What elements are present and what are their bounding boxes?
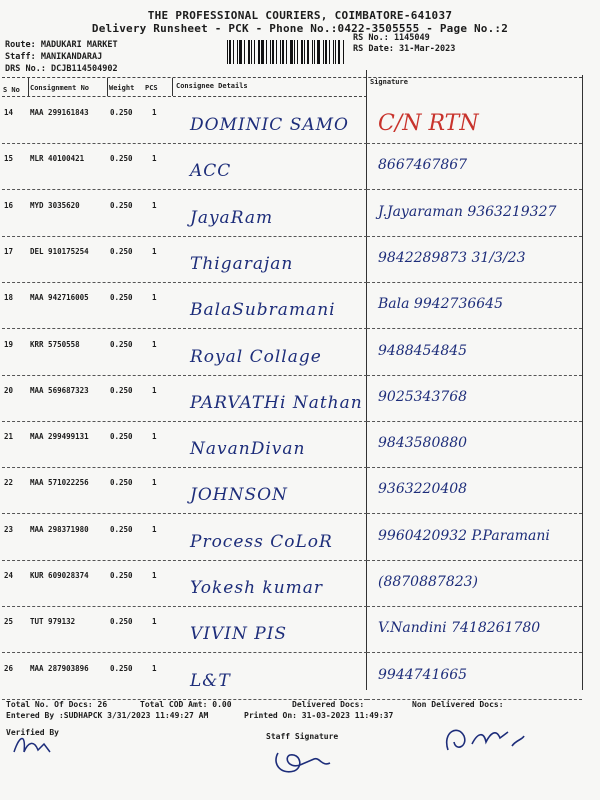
barcode-bar — [229, 40, 231, 64]
barcode-bar — [325, 40, 327, 64]
row-separator — [2, 421, 367, 422]
barcode-bar — [237, 40, 238, 64]
row-separator — [367, 189, 582, 190]
row-pcs: 1 — [152, 154, 157, 163]
delivered-docs: Delivered Docs: — [292, 700, 365, 709]
rs-number: RS No.: 1145049 — [353, 33, 430, 43]
printed-on: Printed On: 31-03-2023 11:49:37 — [244, 711, 394, 720]
barcode-bar — [297, 40, 298, 64]
barcode-bar — [270, 40, 271, 64]
barcode-bar — [282, 40, 284, 64]
row-weight: 0.250 — [110, 386, 133, 395]
row-pcs: 1 — [152, 293, 157, 302]
col-header-signature: Signature — [370, 78, 408, 86]
row-separator — [367, 513, 582, 514]
row-pcs: 1 — [152, 340, 157, 349]
barcode-bar — [307, 40, 309, 64]
staff-signature — [270, 745, 340, 785]
barcode-bar — [261, 40, 264, 64]
row-weight: 0.250 — [110, 571, 133, 580]
row-consignee: Thigarajan — [190, 254, 294, 274]
row-consignment: DEL 910175254 — [30, 247, 89, 256]
row-separator — [2, 375, 367, 376]
col-divider — [107, 78, 108, 96]
row-consignment: MAA 571022256 — [30, 478, 89, 487]
barcode-bar — [244, 40, 245, 64]
non-delivered-docs: Non Delivered Docs: — [412, 700, 504, 709]
row-separator — [2, 606, 367, 607]
row-consignee: VIVIN PIS — [190, 624, 288, 644]
row-sno: 24 — [4, 571, 14, 580]
barcode-bar — [301, 40, 303, 64]
row-consignee: JOHNSON — [190, 485, 288, 505]
row-consignee: Process CoLoR — [190, 532, 333, 552]
barcode-bar — [248, 40, 250, 64]
row-separator — [2, 513, 367, 514]
row-sno: 23 — [4, 525, 14, 534]
row-sno: 22 — [4, 478, 14, 487]
col-header-weight: Weight — [109, 84, 135, 92]
col-header-pcs: PCS — [145, 84, 158, 92]
row-separator — [2, 328, 367, 329]
total-cod: Total COD Amt: 0.00 — [140, 700, 232, 709]
row-sno: 16 — [4, 201, 14, 210]
row-separator — [367, 282, 582, 283]
barcode-bar — [290, 40, 293, 64]
entered-by: Entered By :SUDHAPCK 3/31/2023 11:49:27 AM — [6, 711, 209, 720]
row-signature: 9843580880 — [378, 435, 468, 451]
row-consignee: L&T — [190, 671, 231, 691]
row-separator — [367, 143, 582, 144]
col-header-sno: S No — [3, 86, 20, 94]
row-pcs: 1 — [152, 617, 157, 626]
barcode-bar — [266, 40, 267, 64]
row-sno: 14 — [4, 108, 14, 117]
row-signature: 9944741665 — [378, 667, 468, 683]
row-sno: 21 — [4, 432, 14, 441]
row-weight: 0.250 — [110, 108, 133, 117]
row-consignment: MAA 287903896 — [30, 664, 89, 673]
row-sno: 26 — [4, 664, 14, 673]
header-bottom-rule — [2, 96, 367, 97]
staff-label: Staff: MANIKANDARAJ — [5, 52, 103, 62]
row-signature: C/N RTN — [378, 111, 479, 136]
row-separator — [367, 560, 582, 561]
row-sno: 18 — [4, 293, 14, 302]
row-sno: 20 — [4, 386, 14, 395]
row-pcs: 1 — [152, 247, 157, 256]
barcode-bar — [329, 40, 330, 64]
row-consignee: BalaSubramani — [190, 300, 336, 320]
row-weight: 0.250 — [110, 340, 133, 349]
row-separator — [367, 236, 582, 237]
row-signature: Bala 9942736645 — [378, 296, 503, 312]
row-consignment: MAA 299499131 — [30, 432, 89, 441]
table-top-rule — [2, 77, 582, 78]
row-signature: 9488454845 — [378, 343, 468, 359]
row-pcs: 1 — [152, 201, 157, 210]
barcode-bar — [294, 40, 295, 64]
barcode-bar — [317, 40, 320, 64]
row-signature: 9960420932 P.Paramani — [378, 528, 550, 544]
rs-date: RS Date: 31-Mar-2023 — [353, 44, 456, 54]
row-weight: 0.250 — [110, 293, 133, 302]
barcode-bar — [251, 40, 252, 64]
row-consignment: KUR 609028374 — [30, 571, 89, 580]
row-consignment: MAA 298371980 — [30, 525, 89, 534]
row-separator — [2, 652, 367, 653]
row-pcs: 1 — [152, 478, 157, 487]
row-consignee: DOMINIC SAMO — [190, 115, 349, 135]
row-pcs: 1 — [152, 571, 157, 580]
barcode-bar — [304, 40, 305, 64]
verifier-signature — [10, 732, 60, 760]
row-weight: 0.250 — [110, 525, 133, 534]
row-consignment: MYD 3035620 — [30, 201, 80, 210]
runsheet-title: Delivery Runsheet - PCK - Phone No.:0422-3505555 - Page No.:2 — [91, 22, 509, 35]
row-pcs: 1 — [152, 386, 157, 395]
row-sno: 17 — [4, 247, 14, 256]
barcode-bar — [276, 40, 277, 64]
barcode-bar — [333, 40, 334, 64]
row-separator — [367, 421, 582, 422]
row-separator — [2, 189, 367, 190]
col-header-consignment: Consignment No — [30, 84, 90, 92]
row-consignment: MAA 942716005 — [30, 293, 89, 302]
row-signature: 9025343768 — [378, 389, 468, 405]
barcode-bar — [286, 40, 287, 64]
row-separator — [2, 236, 367, 237]
row-consignment: MAA 569687323 — [30, 386, 89, 395]
row-sno: 15 — [4, 154, 14, 163]
row-separator — [2, 467, 367, 468]
row-separator — [2, 282, 367, 283]
company-title: THE PROFESSIONAL COURIERS, COIMBATORE-641037 — [147, 9, 453, 22]
row-signature: J.Jayaraman 9363219327 — [378, 204, 557, 220]
col-header-details: Consignee Details — [176, 82, 248, 90]
barcode-bar — [338, 40, 340, 64]
verified-by-label: Verified By — [6, 728, 59, 737]
barcode-bar — [280, 40, 281, 64]
barcode — [227, 40, 347, 64]
row-consignee: NavanDivan — [190, 439, 306, 459]
barcode-bar — [314, 40, 315, 64]
staff-signature-label: Staff Signature — [266, 732, 339, 741]
row-pcs: 1 — [152, 664, 157, 673]
row-signature: 9842289873 31/3/23 — [378, 250, 526, 266]
barcode-bar — [239, 40, 242, 64]
barcode-bar — [272, 40, 274, 64]
row-weight: 0.250 — [110, 664, 133, 673]
authority-signature — [438, 722, 528, 758]
row-separator — [367, 652, 582, 653]
row-weight: 0.250 — [110, 478, 133, 487]
row-weight: 0.250 — [110, 432, 133, 441]
barcode-bar — [343, 40, 344, 64]
row-weight: 0.250 — [110, 201, 133, 210]
route-label: Route: MADUKARI MARKET — [5, 40, 118, 50]
row-weight: 0.250 — [110, 247, 133, 256]
row-consignment: MLR 40100421 — [30, 154, 85, 163]
col-divider — [28, 78, 29, 96]
barcode-bar — [254, 40, 255, 64]
row-consignee: JayaRam — [190, 208, 274, 228]
row-consignment: MAA 299161843 — [30, 108, 89, 117]
barcode-bar — [227, 40, 228, 64]
row-signature: V.Nandini 7418261780 — [378, 620, 541, 636]
drs-label: DRS No.: DCJB114504902 — [5, 64, 118, 74]
col-divider — [172, 78, 173, 96]
barcode-bar — [312, 40, 313, 64]
row-consignment: TUT 979132 — [30, 617, 76, 626]
row-weight: 0.250 — [110, 154, 133, 163]
signature-col-divider — [366, 70, 367, 690]
row-separator — [367, 467, 582, 468]
row-pcs: 1 — [152, 525, 157, 534]
barcode-bar — [258, 40, 260, 64]
row-pcs: 1 — [152, 108, 157, 117]
barcode-bar — [335, 40, 336, 64]
row-separator — [2, 143, 367, 144]
row-separator — [367, 375, 582, 376]
row-pcs: 1 — [152, 432, 157, 441]
row-consignee: PARVATHi Nathan — [190, 393, 363, 413]
row-weight: 0.250 — [110, 617, 133, 626]
barcode-bar — [233, 40, 234, 64]
row-sno: 19 — [4, 340, 14, 349]
row-separator — [367, 328, 582, 329]
row-consignee: Yokesh kumar — [190, 578, 324, 598]
row-sno: 25 — [4, 617, 14, 626]
barcode-bar — [323, 40, 324, 64]
row-separator — [2, 560, 367, 561]
row-consignee: ACC — [190, 161, 232, 181]
right-border — [582, 75, 583, 690]
row-consignee: Royal Collage — [190, 347, 322, 367]
row-signature: 9363220408 — [378, 481, 468, 497]
row-separator — [367, 606, 582, 607]
row-signature: (8870887823) — [378, 574, 478, 590]
row-consignment: KRR 5750558 — [30, 340, 80, 349]
total-docs: Total No. Of Docs: 26 — [6, 700, 108, 709]
row-signature: 8667467867 — [378, 157, 468, 173]
